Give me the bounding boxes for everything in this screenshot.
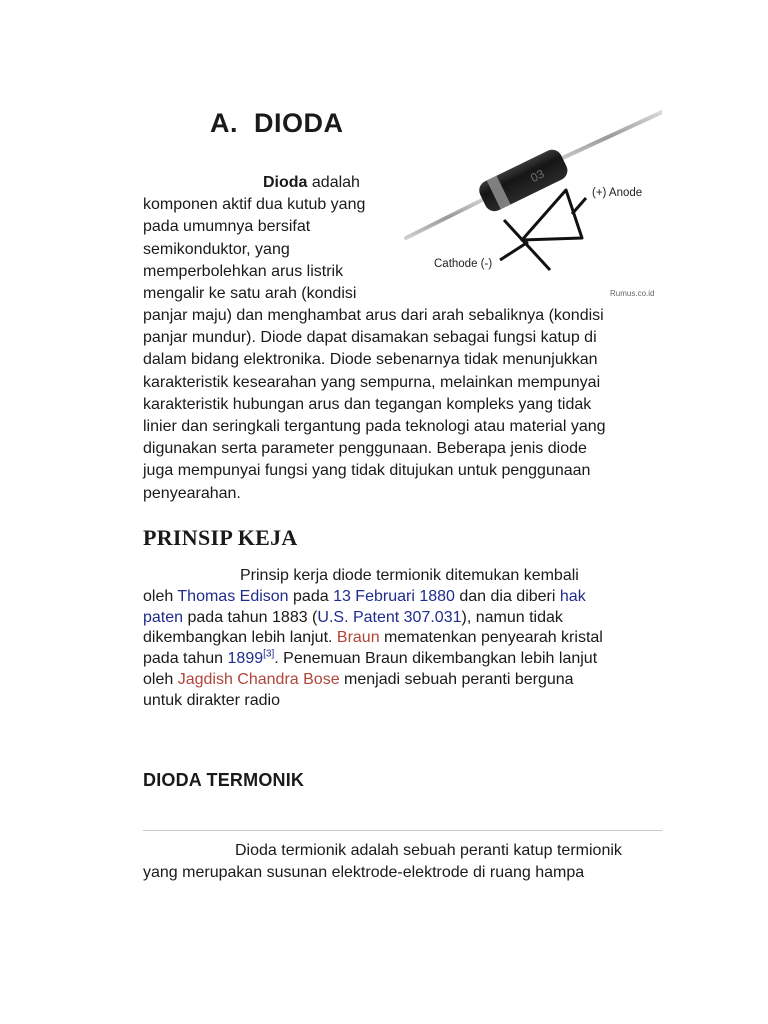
intro-bold-term: Dioda: [263, 174, 308, 191]
principle-text: untuk dirakter radio: [143, 691, 280, 709]
footnote-ref-3[interactable]: [3]: [263, 648, 275, 660]
watermark: Rumus.co.id: [610, 289, 655, 298]
intro-paragraph-bottom: [143, 305, 663, 505]
heading-dioda: [210, 108, 344, 139]
link-1899[interactable]: 1899: [227, 650, 264, 668]
principle-text: oleh: [143, 587, 178, 605]
principle-line-5: [143, 649, 643, 670]
intro-paragraph-top: [143, 172, 393, 305]
intro-line: pada umumnya bersifat: [143, 218, 311, 236]
principle-text: Prinsip kerja diode termionik ditemukan kembali: [240, 567, 579, 584]
principle-paragraph: [143, 566, 643, 712]
intro-line: karakteristik hubungan arus dan tegangan kompleks yang tidak: [143, 395, 592, 413]
thermionic-line-1: Dioda termionik adalah sebuah peranti katup termionik: [235, 842, 622, 859]
principle-text: . Penemuan Braun dikembangkan lebih lanjut: [274, 650, 598, 668]
intro-line: semikonduktor, yang: [143, 240, 290, 258]
cathode-label: Cathode (-): [434, 258, 493, 270]
intro-line: memperbolehkan arus listrik: [143, 262, 344, 280]
intro-line: digunakan serta parameter penggunaan. Beberapa jenis diode: [143, 440, 587, 458]
diode-triangle: [522, 190, 582, 240]
principle-text: pada tahun: [143, 650, 228, 668]
link-braun[interactable]: Braun: [336, 629, 380, 647]
diode-photo: [404, 110, 662, 300]
principle-text: pada tahun 1883 (: [183, 608, 318, 626]
principle-line-6: [143, 670, 643, 691]
intro-line: dalam bidang elektronika. Diode sebenarnya tidak menunjukkan: [143, 351, 598, 369]
intro-line-1: [143, 172, 393, 194]
diode-lead-anode: [554, 112, 662, 162]
principle-line-1: [143, 566, 643, 587]
link-hak[interactable]: hak: [559, 587, 586, 605]
principle-text: menjadi sebuah peranti berguna: [339, 670, 574, 688]
section-divider: [143, 830, 662, 831]
intro-line: komponen aktif dua kutub yang: [143, 196, 366, 214]
link-13-februari-1880[interactable]: 13 Februari 1880: [333, 587, 455, 605]
link-paten[interactable]: paten: [143, 608, 184, 626]
principle-text: dikembangkan lebih lanjut.: [143, 629, 337, 647]
intro-line: karakteristik kesearahan yang sempurna, melainkan mempunyai: [143, 373, 601, 391]
intro-line: panjar mundur). Diode dapat disamakan sebagai fungsi katup di: [143, 329, 597, 347]
principle-line-2: [143, 587, 643, 608]
thermionic-line-2: yang merupakan susunan elektrode-elektrode di ruang hampa: [143, 864, 585, 881]
diode-bar: [504, 220, 550, 270]
diode-lead-line-anode: [572, 198, 586, 214]
principle-line-7: [143, 691, 643, 712]
thermionic-paragraph: [143, 840, 663, 884]
heading-title: DIODA: [254, 108, 344, 138]
principle-text: mematenkan penyearah kristal: [379, 629, 603, 647]
intro-line: linier dan seringkali tergantung pada teknologi atau material yang: [143, 418, 606, 436]
intro-line: panjar maju) dan menghambat arus dari arah sebaliknya (kondisi: [143, 307, 604, 324]
body-marking: 03: [528, 166, 547, 186]
principle-text: dan dia diberi: [454, 587, 560, 605]
principle-text: ), namun tidak: [461, 608, 563, 626]
anode-label: (+) Anode: [592, 187, 643, 199]
link-jagdish-chandra-bose[interactable]: Jagdish Chandra Bose: [177, 670, 340, 688]
intro-line-1-rest: adalah: [307, 174, 360, 191]
diode-body: [476, 146, 571, 214]
principle-line-3: [143, 608, 643, 629]
principle-line-4: [143, 628, 643, 649]
link-thomas-edison[interactable]: Thomas Edison: [177, 587, 289, 605]
heading-prinsip-keja: PRINSIP KEJA: [143, 525, 298, 550]
intro-line: mengalir ke satu arah (kondisi: [143, 285, 357, 303]
link-us-patent[interactable]: U.S. Patent 307.031: [317, 608, 462, 626]
intro-line: penyearahan.: [143, 484, 241, 502]
diode-lead-cathode: [406, 196, 490, 238]
principle-text: oleh: [143, 670, 178, 688]
principle-text: pada: [288, 587, 334, 605]
diode-lead-line-cathode: [500, 242, 528, 260]
heading-dioda-termonik: DIODA TERMONIK: [143, 770, 305, 790]
heading-number: A.: [210, 108, 238, 138]
intro-line: juga mempunyai fungsi yang tidak ditujukan untuk penggunaan: [143, 462, 591, 480]
